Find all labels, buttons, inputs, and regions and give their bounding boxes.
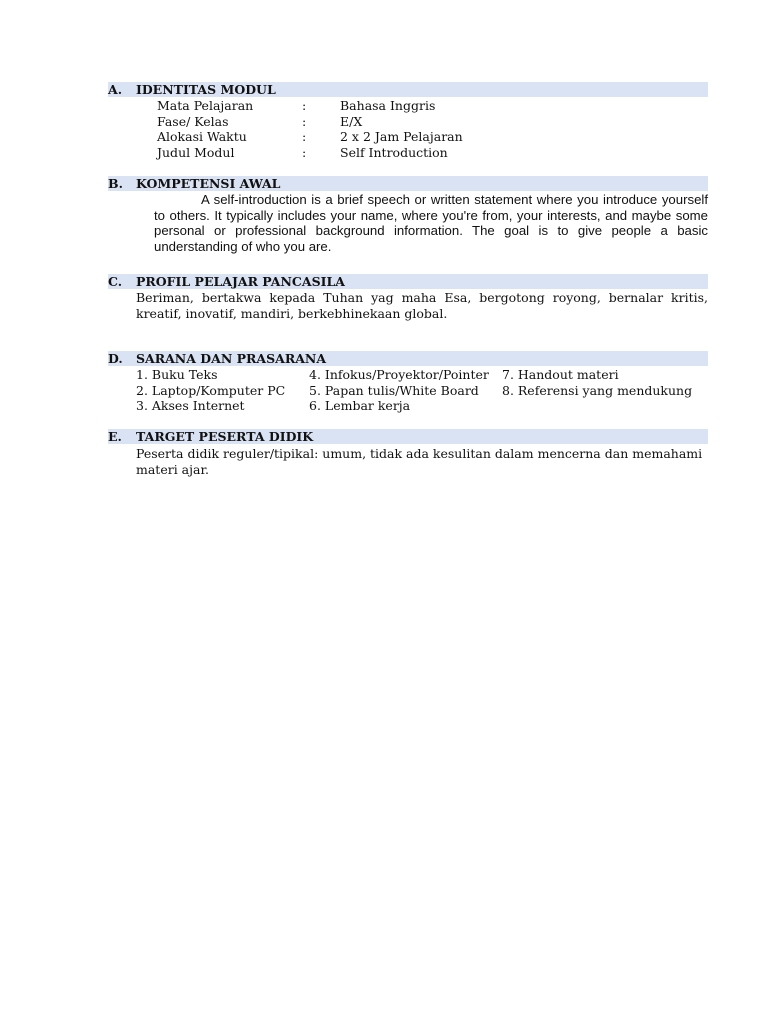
identity-sep: : [302, 144, 307, 160]
identity-label: Fase/ Kelas [157, 113, 229, 129]
competence-paragraph: A self-introduction is a brief speech or written statement where you introduce yourself to others. It typically includes your name, where you're from, your interests, and maybe some personal or professional background information. The goal is to give people a basic understanding of who you are. [154, 192, 708, 254]
facility-item: 2. Laptop/Komputer PC [136, 382, 286, 398]
identity-label: Mata Pelajaran [157, 98, 254, 113]
facility-item: 1. Buku Teks [136, 367, 218, 382]
facility-item: 5. Papan tulis/White Board [309, 382, 479, 398]
facility-item: 8. Referensi yang mendukung [502, 382, 693, 398]
section-e-letter: E. [108, 429, 122, 444]
identity-sep: : [302, 98, 307, 113]
identity-value: 2 x 2 Jam Pelajaran [340, 129, 463, 144]
section-e-header [108, 429, 708, 444]
identity-label: Alokasi Waktu [157, 129, 247, 144]
facility-item: 6. Lembar kerja [309, 398, 411, 413]
identity-value: Self Introduction [340, 144, 448, 160]
target-line-1: Peserta didik reguler/tipikal: umum, tidak ada kesulitan dalam mencerna dan memahami [136, 446, 703, 461]
section-b-letter: B. [108, 176, 123, 191]
identity-value: Bahasa Inggris [340, 98, 436, 113]
section-a-title: IDENTITAS MODUL [136, 82, 276, 97]
section-a-letter: A. [108, 82, 123, 97]
section-c-title: PROFIL PELAJAR PANCASILA [136, 274, 345, 289]
section-d-header [108, 351, 708, 366]
target-line-2: materi ajar. [136, 461, 210, 477]
identity-label: Judul Modul [157, 144, 235, 160]
facility-item: 3. Akses Internet [136, 398, 245, 413]
section-c-letter: C. [108, 274, 123, 289]
section-c-header [108, 274, 708, 289]
identity-value: E/X [340, 113, 363, 129]
section-b-title: KOMPETENSI AWAL [136, 176, 281, 191]
facility-item: 7. Handout materi [502, 367, 619, 382]
section-d-letter: D. [108, 351, 123, 366]
section-b-header [108, 176, 708, 191]
identity-sep: : [302, 113, 307, 129]
section-d-title: SARANA DAN PRASARANA [136, 351, 327, 366]
identity-sep: : [302, 129, 307, 144]
section-a-header [108, 82, 708, 97]
section-e-title: TARGET PESERTA DIDIK [136, 429, 314, 444]
profile-paragraph: Beriman, bertakwa kepada Tuhan yag maha Esa, bergotong royong, bernalar kritis, kreatif, inovatif, mandiri, berkebhinekaan global. [136, 290, 708, 321]
facility-item: 4. Infokus/Proyektor/Pointer [309, 367, 489, 382]
